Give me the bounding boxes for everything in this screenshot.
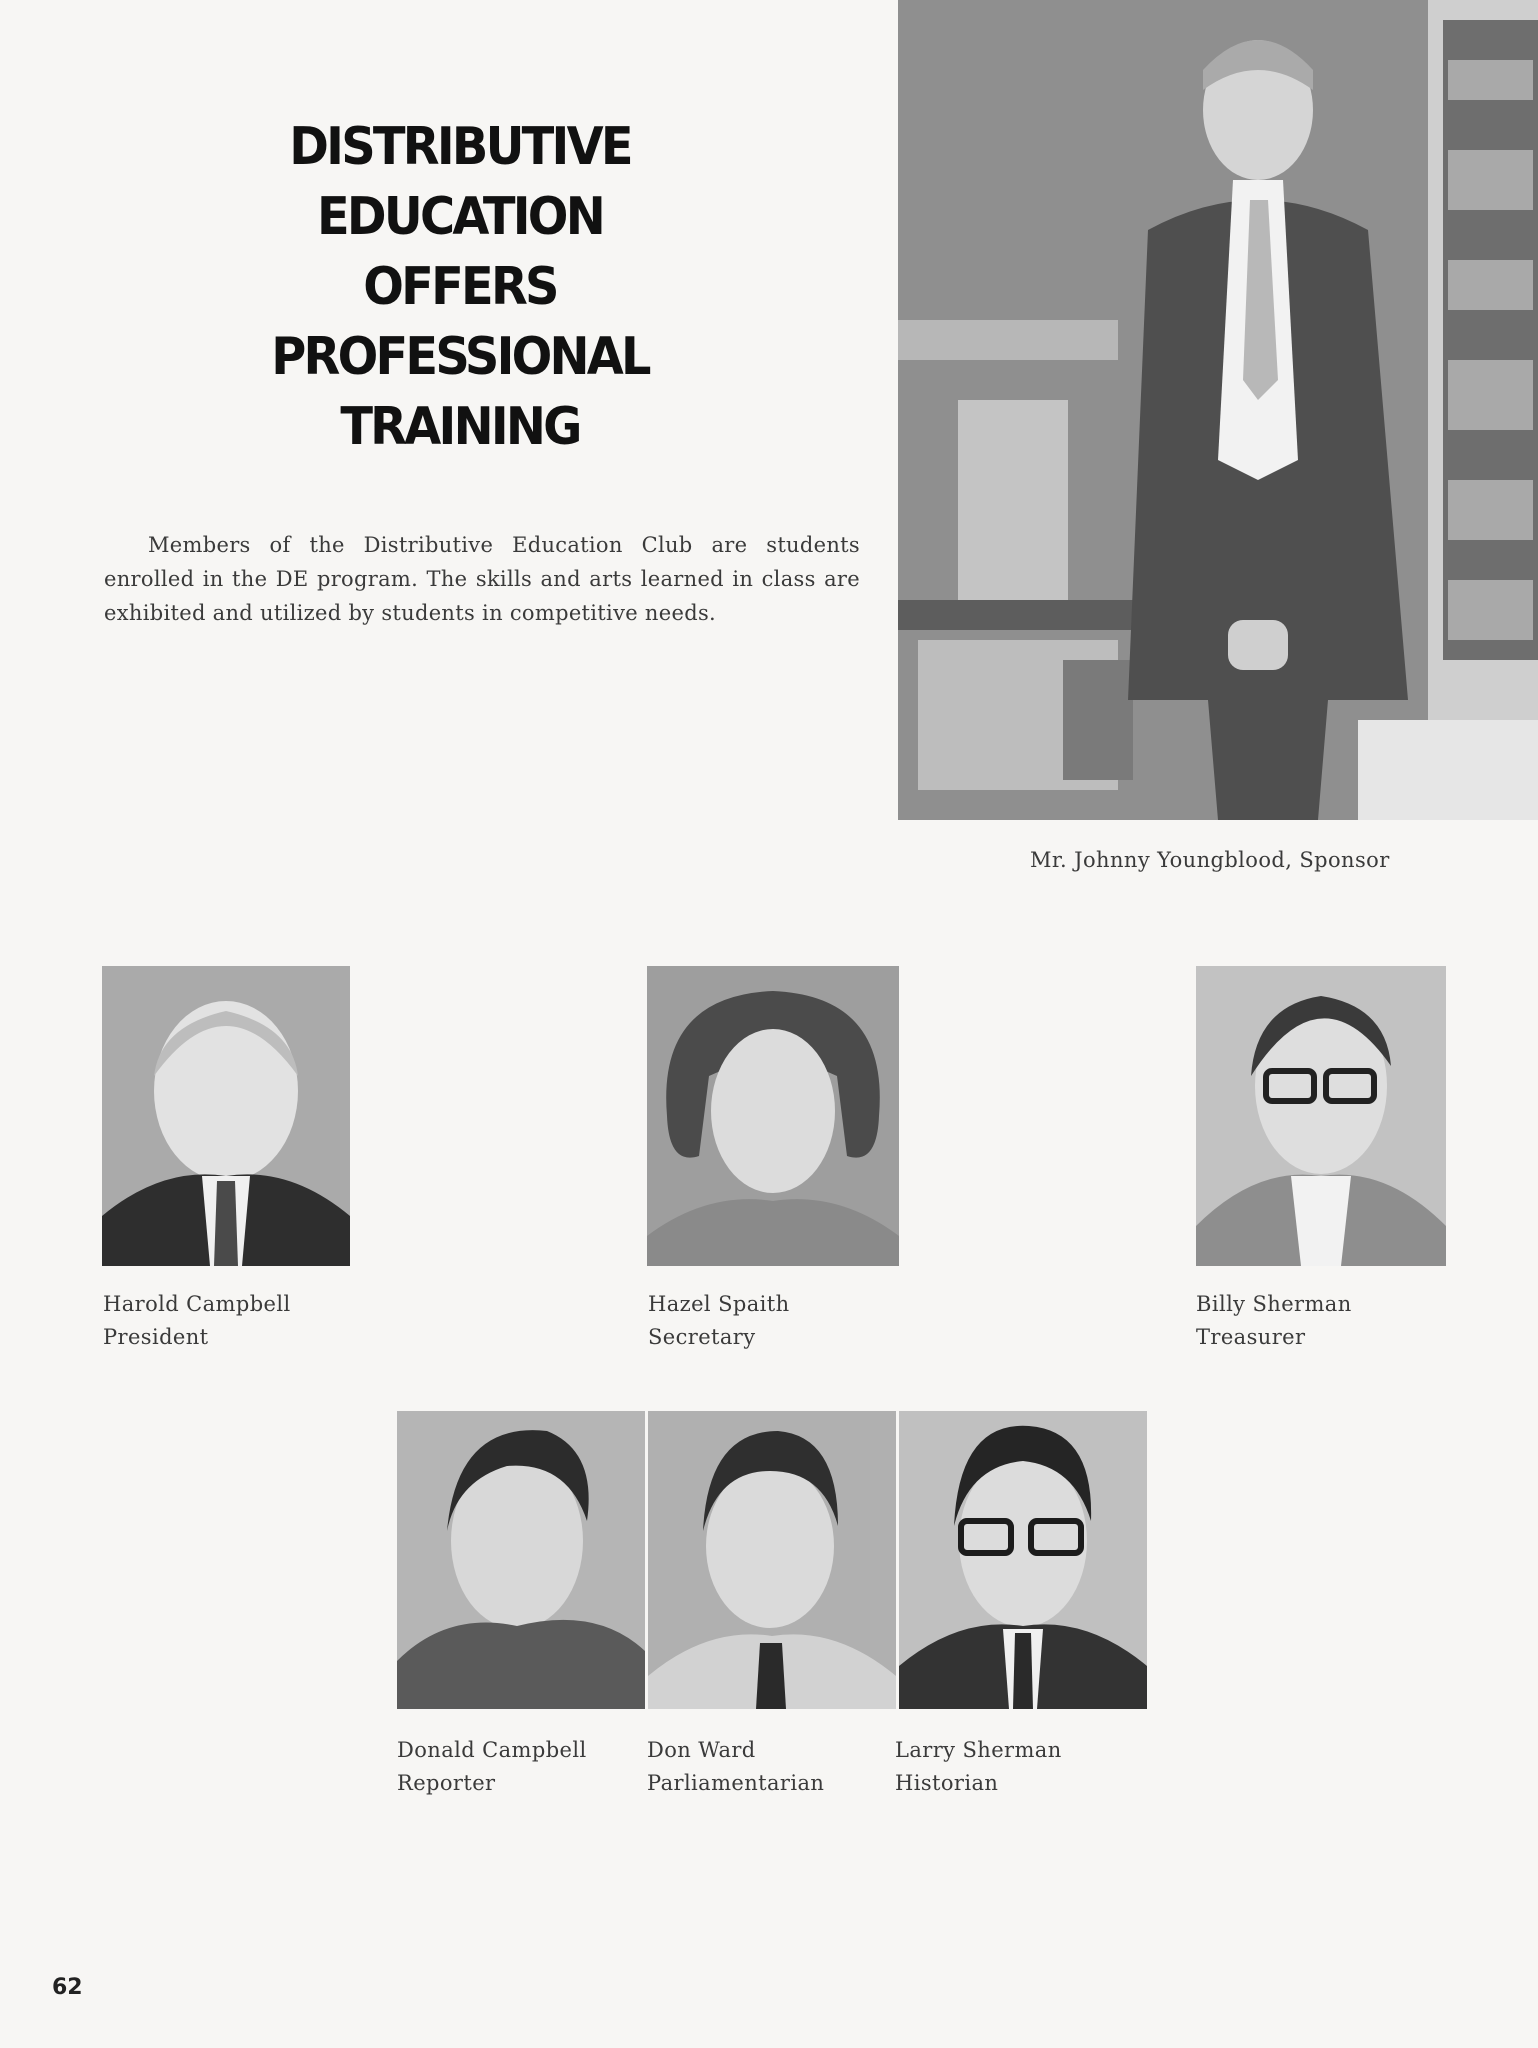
officer-role: Parliamentarian bbox=[647, 1771, 825, 1795]
officer-name: Larry Sherman bbox=[895, 1738, 1062, 1762]
officer-caption bbox=[1196, 1288, 1352, 1354]
officer-role: Treasurer bbox=[1196, 1325, 1306, 1349]
officer-role: President bbox=[103, 1325, 209, 1349]
title-line: DISTRIBUTIVE bbox=[289, 117, 631, 177]
title-line: EDUCATION bbox=[317, 187, 603, 247]
officer-caption bbox=[103, 1288, 291, 1354]
officer-role: Secretary bbox=[648, 1325, 756, 1349]
portrait-donald-campbell bbox=[397, 1411, 645, 1709]
portrait-larry-sherman bbox=[899, 1411, 1147, 1709]
portrait-hazel-spaith bbox=[647, 966, 899, 1266]
portrait-harold-campbell bbox=[102, 966, 350, 1266]
officer-caption bbox=[648, 1288, 790, 1354]
officer-role: Historian bbox=[895, 1771, 999, 1795]
officer-name: Hazel Spaith bbox=[648, 1292, 790, 1316]
portrait-billy-sherman bbox=[1196, 966, 1446, 1266]
page-title bbox=[202, 112, 717, 462]
sponsor-caption: Mr. Johnny Youngblood, Sponsor bbox=[1030, 848, 1390, 872]
title-line: OFFERS bbox=[363, 257, 557, 317]
officer-caption bbox=[895, 1734, 1062, 1800]
intro-paragraph: Members of the Distributive Education Club are students enrolled in the DE program. The skills and arts learned in class are exhibited and utilized by students in competitive needs. bbox=[104, 533, 860, 625]
sponsor-photo bbox=[898, 0, 1538, 820]
portrait-don-ward bbox=[648, 1411, 896, 1709]
officer-caption bbox=[647, 1734, 824, 1800]
officer-name: Billy Sherman bbox=[1196, 1292, 1352, 1316]
title-line: TRAINING bbox=[340, 397, 580, 457]
officer-name: Don Ward bbox=[647, 1738, 756, 1762]
officer-name: Donald Campbell bbox=[397, 1738, 587, 1762]
page-number: 62 bbox=[52, 1975, 83, 2000]
officer-name: Harold Campbell bbox=[103, 1292, 291, 1316]
title-line: PROFESSIONAL bbox=[271, 327, 649, 387]
officer-role: Reporter bbox=[397, 1771, 496, 1795]
officer-caption bbox=[397, 1734, 587, 1800]
